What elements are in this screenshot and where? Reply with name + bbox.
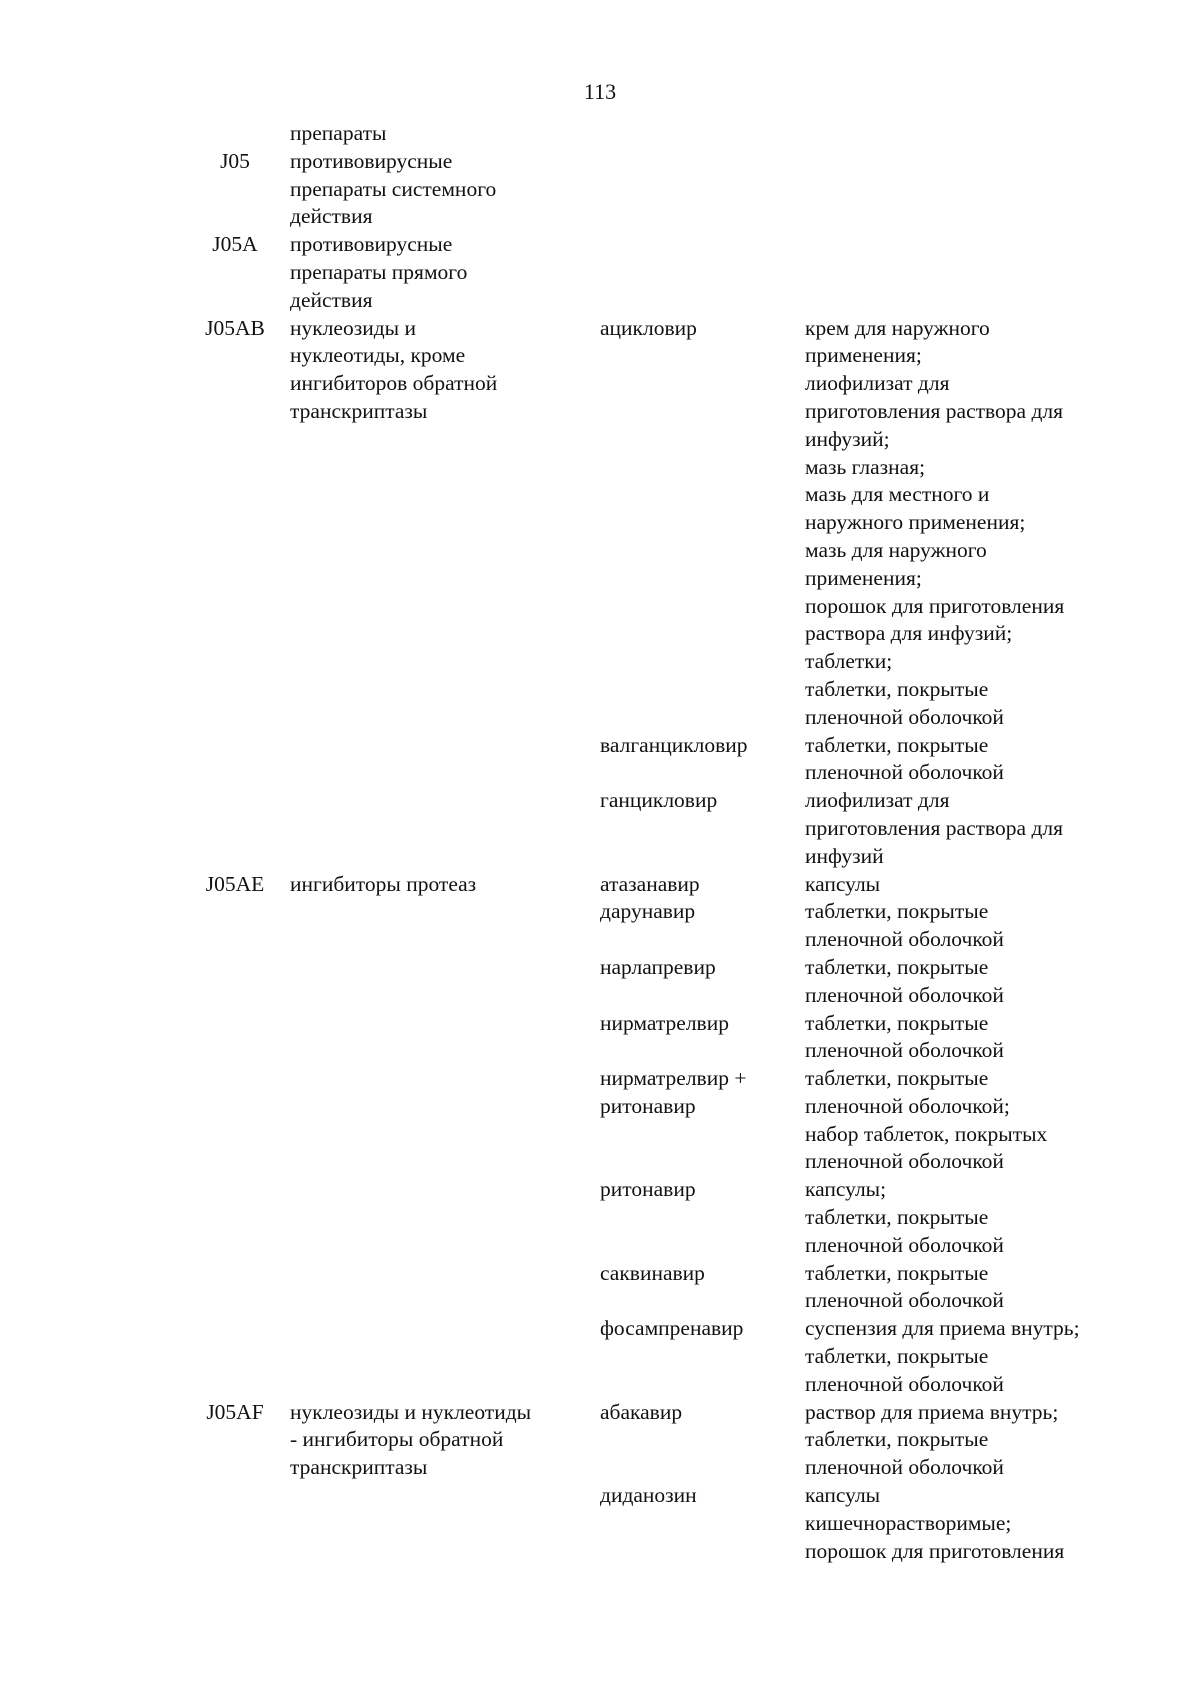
dosage-form-line: пленочной оболочкой bbox=[805, 704, 1004, 729]
group-name-cell bbox=[290, 1010, 600, 1066]
dosage-form-line: таблетки, покрытые bbox=[805, 1066, 989, 1091]
dosage-form-line: мазь глазная; bbox=[805, 454, 926, 479]
dosage-form-cell bbox=[805, 231, 1140, 314]
group-name-line: противовирусные bbox=[290, 148, 453, 173]
group-name-cell bbox=[290, 732, 600, 788]
atc-code-cell bbox=[180, 787, 290, 870]
table-row bbox=[180, 120, 1140, 148]
dosage-form-line: таблетки, покрытые bbox=[805, 954, 989, 979]
drug-table bbox=[180, 120, 1140, 1565]
group-name-cell bbox=[290, 315, 600, 732]
dosage-form-line: мазь для наружного bbox=[805, 537, 987, 562]
drug-name-cell bbox=[600, 231, 805, 314]
dosage-form-cell bbox=[805, 732, 1140, 788]
dosage-form-cell bbox=[805, 1176, 1140, 1259]
drug-name-line: фосампренавир bbox=[600, 1316, 744, 1341]
drug-name-line: ганцикловир bbox=[600, 788, 718, 813]
dosage-form-cell bbox=[805, 1065, 1140, 1176]
table-row bbox=[180, 898, 1140, 954]
drug-name-cell bbox=[600, 732, 805, 788]
drug-name-cell bbox=[600, 1399, 805, 1482]
dosage-form-cell bbox=[805, 898, 1140, 954]
dosage-form-line: порошок для приготовления bbox=[805, 1538, 1065, 1563]
table-row bbox=[180, 1482, 1140, 1565]
table-row bbox=[180, 954, 1140, 1010]
group-name-cell bbox=[290, 148, 600, 231]
dosage-form-cell bbox=[805, 1260, 1140, 1316]
group-name-cell bbox=[290, 898, 600, 954]
dosage-form-line: пленочной оболочкой bbox=[805, 760, 1004, 785]
drug-name-cell bbox=[600, 120, 805, 148]
atc-code-cell bbox=[180, 1260, 290, 1316]
drug-name-line: ритонавир bbox=[600, 1093, 696, 1118]
table-row bbox=[180, 871, 1140, 899]
dosage-form-line: пленочной оболочкой bbox=[805, 1288, 1004, 1313]
drug-name-line: нирматрелвир bbox=[600, 1010, 729, 1035]
drug-name-cell bbox=[600, 1260, 805, 1316]
dosage-form-line: набор таблеток, покрытых bbox=[805, 1121, 1048, 1146]
drug-name-line: атазанавир bbox=[600, 871, 700, 896]
drug-name-cell bbox=[600, 1315, 805, 1398]
dosage-form-cell bbox=[805, 120, 1140, 148]
group-name-cell bbox=[290, 231, 600, 314]
group-name-line: - ингибиторы обратной bbox=[290, 1427, 504, 1452]
dosage-form-cell bbox=[805, 1315, 1140, 1398]
table-row bbox=[180, 1176, 1140, 1259]
group-name-cell bbox=[290, 1176, 600, 1259]
atc-code-cell bbox=[180, 148, 290, 231]
dosage-form-cell bbox=[805, 315, 1140, 732]
dosage-form-line: капсулы; bbox=[805, 1177, 887, 1202]
group-name-cell bbox=[290, 1399, 600, 1482]
dosage-form-line: порошок для приготовления bbox=[805, 593, 1065, 618]
atc-code: J05 bbox=[220, 148, 250, 173]
dosage-form-line: пленочной оболочкой bbox=[805, 1232, 1004, 1257]
table-row bbox=[180, 315, 1140, 732]
table-row bbox=[180, 787, 1140, 870]
dosage-form-cell bbox=[805, 1010, 1140, 1066]
dosage-form-cell bbox=[805, 1482, 1140, 1565]
table-row bbox=[180, 732, 1140, 788]
group-name-cell bbox=[290, 787, 600, 870]
atc-code-cell bbox=[180, 315, 290, 732]
atc-code: J05A bbox=[212, 232, 258, 257]
atc-code-cell bbox=[180, 1399, 290, 1482]
dosage-form-line: лиофилизат для bbox=[805, 371, 950, 396]
dosage-form-line: пленочной оболочкой bbox=[805, 1149, 1004, 1174]
group-name-cell bbox=[290, 871, 600, 899]
drug-name-cell bbox=[600, 315, 805, 732]
dosage-form-line: пленочной оболочкой bbox=[805, 1455, 1004, 1480]
dosage-form-cell bbox=[805, 954, 1140, 1010]
dosage-form-line: раствор для приема внутрь; bbox=[805, 1399, 1059, 1424]
dosage-form-line: применения; bbox=[805, 565, 922, 590]
page-number: 113 bbox=[583, 79, 617, 104]
dosage-form-line: инфузий bbox=[805, 843, 884, 868]
atc-code-cell bbox=[180, 1065, 290, 1176]
drug-name-cell bbox=[600, 1482, 805, 1565]
dosage-form-line: пленочной оболочкой bbox=[805, 1038, 1004, 1063]
dosage-form-line: таблетки; bbox=[805, 649, 893, 674]
table-row bbox=[180, 1399, 1140, 1482]
dosage-form-cell bbox=[805, 871, 1140, 899]
atc-code-cell bbox=[180, 1010, 290, 1066]
table-row bbox=[180, 1065, 1140, 1176]
drug-name-cell bbox=[600, 871, 805, 899]
dosage-form-line: таблетки, покрытые bbox=[805, 1427, 989, 1452]
group-name-cell bbox=[290, 1260, 600, 1316]
group-name-cell bbox=[290, 1482, 600, 1565]
atc-code-cell bbox=[180, 1315, 290, 1398]
drug-name-line: диданозин bbox=[600, 1483, 697, 1508]
drug-name-line: абакавир bbox=[600, 1399, 683, 1424]
atc-code-cell bbox=[180, 871, 290, 899]
dosage-form-line: кишечнорастворимые; bbox=[805, 1510, 1012, 1535]
drug-name-cell bbox=[600, 1010, 805, 1066]
drug-name-line: ацикловир bbox=[600, 315, 697, 340]
group-name-cell bbox=[290, 1065, 600, 1176]
drug-name-cell bbox=[600, 787, 805, 870]
dosage-form-cell bbox=[805, 148, 1140, 231]
dosage-form-cell bbox=[805, 1399, 1140, 1482]
dosage-form-line: таблетки, покрытые bbox=[805, 1260, 989, 1285]
atc-code: J05AF bbox=[206, 1399, 264, 1424]
group-name-line: противовирусные bbox=[290, 232, 453, 257]
group-name-line: действия bbox=[290, 287, 373, 312]
drug-name-line: валганцикловир bbox=[600, 732, 748, 757]
drug-name-line: ритонавир bbox=[600, 1177, 696, 1202]
dosage-form-line: крем для наружного bbox=[805, 315, 990, 340]
group-name-line: транскриптазы bbox=[290, 398, 428, 423]
dosage-form-line: капсулы bbox=[805, 1483, 881, 1508]
group-name-cell bbox=[290, 954, 600, 1010]
drug-name-cell bbox=[600, 1065, 805, 1176]
group-name-line: транскриптазы bbox=[290, 1455, 428, 1480]
dosage-form-line: инфузий; bbox=[805, 426, 890, 451]
drug-name-line: нирматрелвир + bbox=[600, 1066, 747, 1091]
dosage-form-line: таблетки, покрытые bbox=[805, 676, 989, 701]
group-name-line: ингибиторы протеаз bbox=[290, 871, 477, 896]
dosage-form-cell bbox=[805, 787, 1140, 870]
dosage-form-line: приготовления раствора для bbox=[805, 398, 1063, 423]
atc-code-cell bbox=[180, 954, 290, 1010]
dosage-form-line: таблетки, покрытые bbox=[805, 899, 989, 924]
dosage-form-line: приготовления раствора для bbox=[805, 815, 1063, 840]
group-name-line: нуклеозиды и bbox=[290, 315, 416, 340]
dosage-form-line: таблетки, покрытые bbox=[805, 1344, 989, 1369]
drug-name-cell bbox=[600, 1176, 805, 1259]
group-name-cell bbox=[290, 1315, 600, 1398]
atc-code: J05AB bbox=[205, 315, 265, 340]
dosage-form-line: мазь для местного и bbox=[805, 482, 990, 507]
dosage-form-line: суспензия для приема внутрь; bbox=[805, 1316, 1080, 1341]
table-row bbox=[180, 231, 1140, 314]
table-row bbox=[180, 1260, 1140, 1316]
group-name-line: нуклеотиды, кроме bbox=[290, 343, 466, 368]
atc-code-cell bbox=[180, 732, 290, 788]
atc-code-cell bbox=[180, 1176, 290, 1259]
group-name-line: нуклеозиды и нуклеотиды bbox=[290, 1399, 532, 1424]
dosage-form-line: применения; bbox=[805, 343, 922, 368]
group-name-line: ингибиторов обратной bbox=[290, 371, 498, 396]
drug-name-cell bbox=[600, 148, 805, 231]
table-row bbox=[180, 1315, 1140, 1398]
group-name-line: действия bbox=[290, 204, 373, 229]
atc-code-cell bbox=[180, 898, 290, 954]
dosage-form-line: наружного применения; bbox=[805, 510, 1026, 535]
drug-name-cell bbox=[600, 954, 805, 1010]
table-row bbox=[180, 148, 1140, 231]
dosage-form-line: лиофилизат для bbox=[805, 788, 950, 813]
drug-name-line: дарунавир bbox=[600, 899, 696, 924]
atc-code-cell bbox=[180, 1482, 290, 1565]
group-name-line: препараты системного bbox=[290, 176, 497, 201]
atc-code: J05AE bbox=[205, 871, 265, 896]
group-name-line: препараты bbox=[290, 121, 387, 145]
drug-table-body bbox=[180, 120, 1140, 1565]
dosage-form-line: пленочной оболочкой; bbox=[805, 1093, 1010, 1118]
dosage-form-line: таблетки, покрытые bbox=[805, 1205, 989, 1230]
group-name-cell bbox=[290, 120, 600, 148]
dosage-form-line: пленочной оболочкой bbox=[805, 1371, 1004, 1396]
dosage-form-line: пленочной оболочкой bbox=[805, 927, 1004, 952]
drug-name-line: саквинавир bbox=[600, 1260, 705, 1285]
drug-name-line: нарлапревир bbox=[600, 954, 716, 979]
atc-code-cell bbox=[180, 231, 290, 314]
dosage-form-line: таблетки, покрытые bbox=[805, 1010, 989, 1035]
dosage-form-line: пленочной оболочкой bbox=[805, 982, 1004, 1007]
dosage-form-line: капсулы bbox=[805, 871, 881, 896]
dosage-form-line: таблетки, покрытые bbox=[805, 732, 989, 757]
drug-name-cell bbox=[600, 898, 805, 954]
group-name-line: препараты прямого bbox=[290, 259, 468, 284]
dosage-form-line: раствора для инфузий; bbox=[805, 621, 1013, 646]
table-row bbox=[180, 1010, 1140, 1066]
atc-code-cell bbox=[180, 120, 290, 148]
